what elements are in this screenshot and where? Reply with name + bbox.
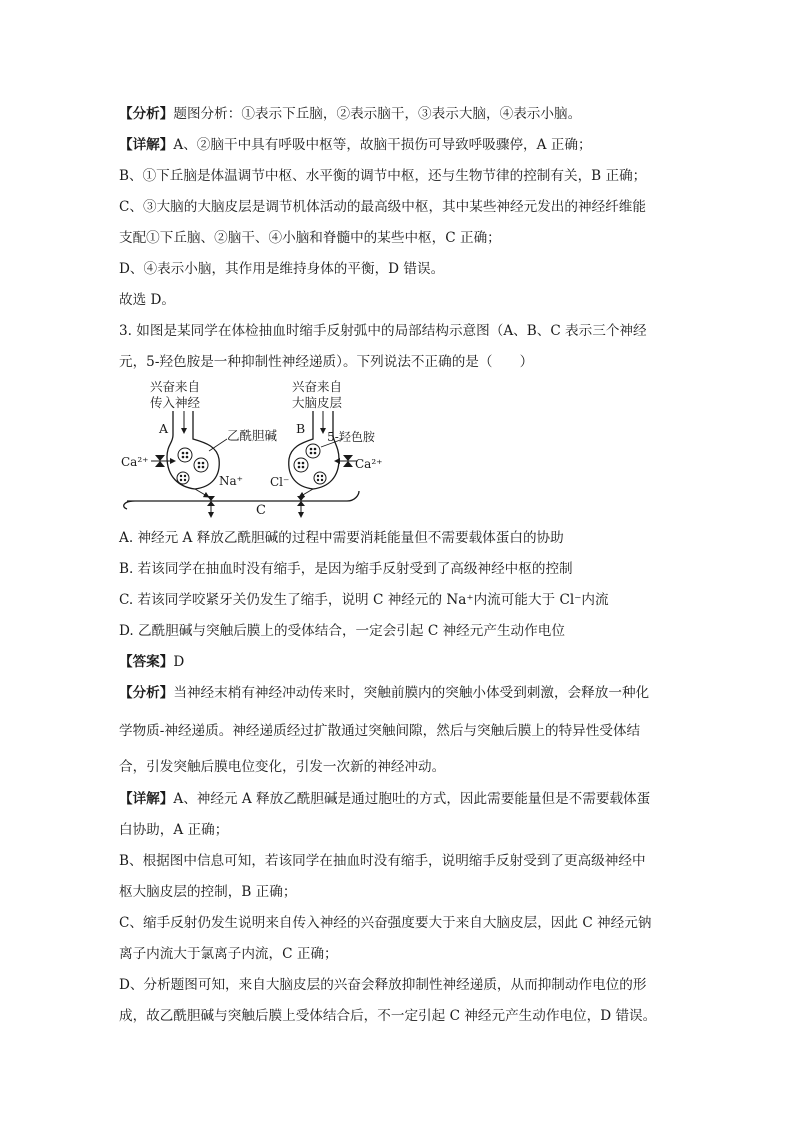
q3-detail-line: 枢大脑皮层的控制，B 正确； — [119, 884, 297, 900]
serotonin-label: 5-羟色胺 — [327, 430, 375, 444]
q3-detail-line: 白协助，A 正确； — [119, 822, 229, 838]
na-label: Na⁺ — [219, 474, 243, 488]
q2-detail-line — [119, 135, 592, 155]
option-b: B. 若该同学在抽血时没有缩手，是因为缩手反射受到了高级神经中枢的控制 — [119, 561, 573, 577]
q3-detail-line: D、分析题图可知，来自大脑皮层的兴奋会释放抑制性神经递质，从而抑制动作电位的形 — [119, 977, 647, 993]
vesicle-icon — [194, 458, 208, 472]
vesicle-icon — [177, 472, 189, 484]
q2-detail-line: 支配①下丘脑、②脑干、④小脑和脊髓中的某些中枢，C 正确； — [119, 230, 501, 246]
left-source-line1: 兴奋来自 — [150, 379, 201, 394]
vesicle-icon — [294, 458, 308, 472]
vesicle-icon — [178, 448, 192, 462]
q3-stem-line: 3. 如图是某同学在体检抽血时缩手反射弧中的局部结构示意图（A、B、C 表示三个神经 — [119, 323, 647, 339]
label-a: A — [159, 421, 169, 436]
analysis-text: 题图分析：①表示下丘脑，②表示脑干，③表示大脑，④表示小脑。 — [173, 106, 582, 122]
vesicle-icon — [306, 444, 320, 458]
vesicle-icon — [314, 472, 326, 484]
option-d: D. 乙酰胆碱与突触后膜上的受体结合，一定会引起 C 神经元产生动作电位 — [119, 623, 565, 639]
detail-label: 【详解】 — [119, 137, 174, 153]
answer-value: D — [173, 654, 185, 670]
q2-detail-line: B、①下丘脑是体温调节中枢、水平衡的调节中枢，还与生物节律的控制有关，B 正确； — [119, 168, 647, 184]
option-a: A. 神经元 A 释放乙酰胆碱的过程中需要消耗能量但不需要载体蛋白的协助 — [119, 530, 564, 546]
detail-text: A、神经元 A 释放乙酰胆碱是通过胞吐的方式，因此需要能量但是不需要载体蛋 — [173, 791, 651, 807]
q3-analysis-line — [119, 683, 649, 703]
analysis-label: 【分析】 — [119, 106, 174, 122]
cl-label: Cl⁻ — [270, 475, 290, 489]
left-source-line2: 传入神经 — [150, 395, 201, 410]
leader-line — [209, 439, 227, 451]
q2-detail-line: C、③大脑的大脑皮层是调节机体活动的最高级中枢，其中某些神经元发出的神经纤维能 — [119, 199, 646, 215]
q3-analysis-line: 合，引发突触后膜电位变化，引发一次新的神经冲动。 — [119, 759, 446, 775]
ca-right-label: Ca²⁺ — [355, 457, 383, 471]
q3-detail-line: 成，故乙酰胆碱与突触后膜上受体结合后，不一定引起 C 神经元产生动作电位，D 错误。 — [119, 1008, 657, 1024]
neuron-c-membrane — [124, 491, 359, 509]
option-c: C. 若该同学咬紧牙关仍发生了缩手，说明 C 神经元的 Na⁺内流可能大于 Cl⁻内流 — [119, 592, 609, 608]
right-source-line2: 大脑皮层 — [292, 395, 343, 410]
detail-text: A、②脑干中具有呼吸中枢等，故脑干损伤可导致呼吸骤停，A 正确； — [173, 137, 592, 153]
right-source-line1: 兴奋来自 — [292, 379, 343, 394]
label-b: B — [296, 421, 306, 436]
answer-line — [119, 652, 184, 672]
q3-stem-line: 元，5-羟色胺是一种抑制性神经递质）。下列说法不正确的是（ ） — [119, 354, 534, 370]
release-arrow — [195, 489, 207, 496]
q2-detail-line: D、④表示小脑，其作用是维持身体的平衡，D 错误。 — [119, 261, 445, 277]
synapse-diagram — [115, 375, 383, 520]
q2-conclusion: 故选 D。 — [119, 292, 176, 308]
answer-label: 【答案】 — [119, 654, 174, 670]
label-c: C — [256, 503, 266, 518]
q3-detail-line — [119, 789, 650, 809]
analysis-text: 当神经末梢有神经冲动传来时，突触前膜内的突触小体受到刺激，会释放一种化 — [173, 685, 650, 701]
release-arrow — [301, 489, 313, 496]
q3-analysis-line: 学物质-神经递质。神经递质经过扩散通过突触间隙，然后与突触后膜上的特异性受体结 — [119, 723, 641, 739]
acetylcholine-label: 乙酰胆碱 — [227, 428, 278, 443]
q2-analysis-line — [119, 104, 581, 124]
q3-detail-line: 离子内流大于氯离子内流，C 正确； — [119, 946, 338, 962]
ca-left-label: Ca²⁺ — [121, 455, 149, 469]
neuron-a-terminal — [167, 411, 219, 489]
detail-label: 【详解】 — [119, 791, 174, 807]
q3-detail-line: B、根据图中信息可知，若该同学在抽血时没有缩手，说明缩手反射受到了更高级神经中 — [119, 853, 646, 869]
q3-detail-line: C、缩手反射仍发生说明来自传入神经的兴奋强度要大于来自大脑皮层，因此 C 神经元钠 — [119, 915, 652, 931]
analysis-label: 【分析】 — [119, 685, 174, 701]
